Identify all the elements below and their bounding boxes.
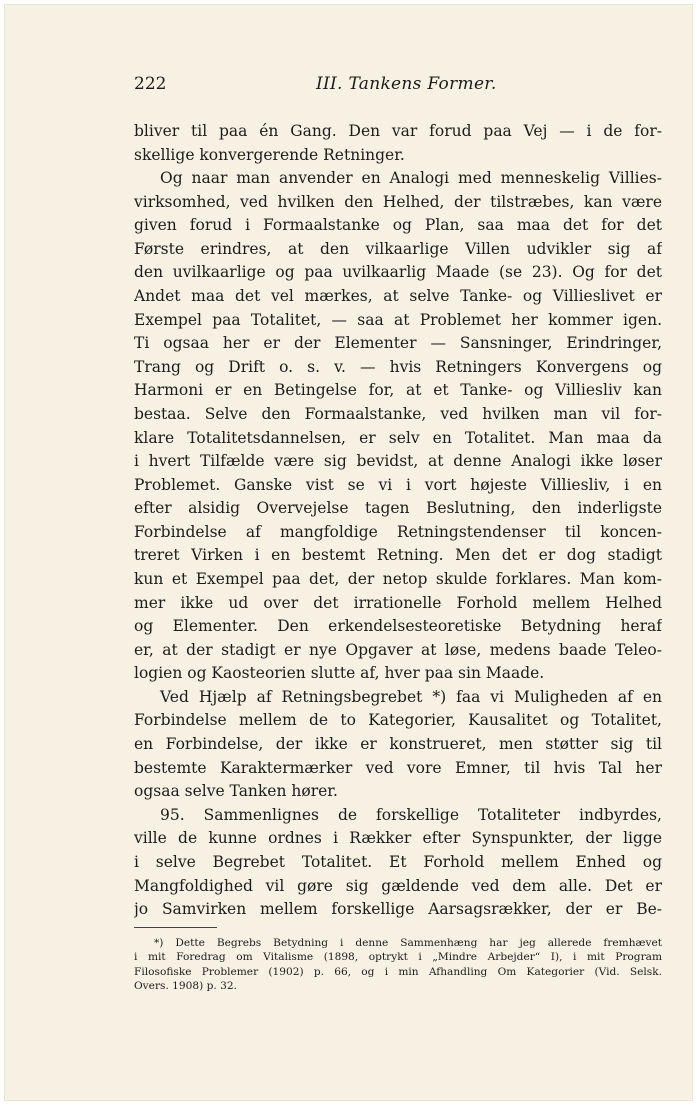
text-line: jo Samvirken mellem forskellige Aarsagsrækker, der er Be-	[134, 900, 662, 919]
text-line: Andet maa det vel mærkes, at selve Tanke- og Villieslivet er	[134, 287, 662, 306]
text-line: efter alsidig Overvejelse tagen Beslutning, den inderligste	[134, 499, 662, 518]
footnote-line: i mit Foredrag om Vitalisme (1898, optrykt i „Mindre Arbejder“ I), i mit Program	[134, 951, 662, 964]
text-line: Trang og Drift o. s. v. — hvis Retningers Konvergens og	[134, 357, 662, 376]
text-line: mer ikke ud over det irrationelle Forhold mellem Helhed	[134, 593, 662, 612]
footnote	[134, 936, 662, 994]
page-header	[134, 74, 662, 98]
text-line: bliver til paa én Gang. Den var forud paa Vej — i de for-	[134, 122, 662, 140]
footnote-divider	[134, 927, 217, 928]
text-line: Ti ogsaa her er der Elementer — Sansninger, Erindringer,	[134, 334, 662, 353]
text-line: klare Totalitetsdannelsen, er selv en Totalitet. Man maa da	[134, 428, 662, 447]
text-line: Exempel paa Totalitet, — saa at Problemet her kommer igen.	[134, 310, 662, 329]
text-line: bestemte Karaktermærker ved vore Emner, til hvis Tal her	[134, 758, 662, 777]
body-text	[134, 120, 662, 922]
text-line: Problemet. Ganske vist se vi i vort højeste Villiesliv, i en	[134, 475, 662, 494]
text-line: ville de kunne ordnes i Rækker efter Synspunkter, der ligge	[134, 829, 662, 848]
text-line: er, at der stadigt er nye Opgaver at løse, medens baade Teleo-	[134, 640, 662, 659]
footnote-line: Overs. 1908) p. 32.	[134, 980, 237, 993]
text-line: Forbindelse mellem de to Kategorier, Kausalitet og Totalitet,	[134, 711, 662, 730]
text-line: skellige konvergerende Retninger.	[134, 145, 405, 164]
text-line: bestaa. Selve den Formaalstanke, ved hvilken man vil for-	[134, 404, 662, 423]
text-line: i hvert Tilfælde være sig bevidst, at denne Analogi ikke løser	[134, 452, 662, 471]
text-line: 95. Sammenlignes de forskellige Totaliteter indbyrdes,	[160, 805, 662, 824]
footnote-line: Filosofiske Problemer (1902) p. 66, og i min Afhandling Om Kategorier (Vid. Selsk.	[134, 965, 662, 978]
text-line: Første erindres, at den vilkaarlige Villen udvikler sig af	[134, 239, 662, 258]
text-line: den uvilkaarlige og paa uvilkaarlig Maade (se 23). Og for det	[134, 263, 662, 282]
text-line: logien og Kaosteorien slutte af, hver paa sin Maade.	[134, 664, 545, 683]
text-line: Harmoni er en Betingelse for, at et Tanke- og Villiesliv kan	[134, 381, 662, 400]
text-line: en Forbindelse, der ikke er konstrueret, men støtter sig til	[134, 735, 662, 754]
text-line: virksomhed, ved hvilken den Helhed, der tilstræbes, kan være	[134, 192, 662, 211]
book-page	[4, 4, 693, 1101]
running-head: III. Tankens Former.	[316, 74, 497, 94]
text-line: ogsaa selve Tanken hører.	[134, 782, 338, 801]
page-number: 222	[134, 74, 167, 94]
text-line: kun et Exempel paa det, der netop skulde forklares. Man kom-	[134, 569, 662, 588]
text-line: og Elementer. Den erkendelsesteoretiske Betydning heraf	[134, 617, 662, 636]
text-line: Og naar man anvender en Analogi med menneskelig Villies-	[160, 169, 662, 188]
text-line: Forbindelse af mangfoldige Retningstendenser til koncen-	[134, 522, 662, 541]
text-line: given forud i Formaalstanke og Plan, saa maa det for det	[134, 216, 662, 235]
text-line: Ved Hjælp af Retningsbegrebet *) faa vi Muligheden af en	[160, 687, 662, 706]
text-line: Mangfoldighed vil gøre sig gældende ved dem alle. Det er	[134, 876, 662, 895]
text-line: treret Virken i en bestemt Retning. Men det er dog stadigt	[134, 546, 662, 565]
text-line: i selve Begrebet Totalitet. Et Forhold mellem Enhed og	[134, 852, 662, 871]
footnote-line: *) Dette Begrebs Betydning i denne Sammenhæng har jeg allerede fremhævet	[154, 937, 662, 949]
